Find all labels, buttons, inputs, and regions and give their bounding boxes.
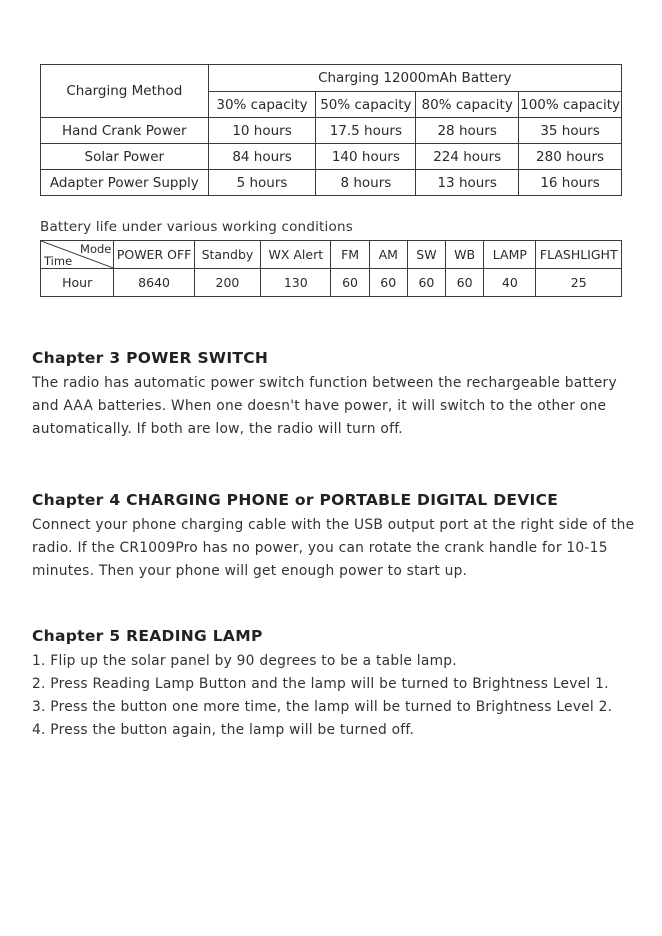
- battery-life-table: [40, 240, 622, 297]
- hour-cell: 60: [407, 269, 445, 297]
- body-line: 4. Press the button again, the lamp will be turned off.: [32, 722, 415, 738]
- method-cell: Hand Crank Power: [41, 118, 209, 144]
- hours-cell: 28 hours: [416, 118, 519, 144]
- mode-time-corner-cell: [41, 241, 114, 269]
- capacity-header: 30% capacity: [208, 92, 316, 118]
- table-row: [41, 118, 622, 144]
- body-line: and AAA batteries. When one doesn't have power, it will switch to the other one: [32, 398, 607, 414]
- hours-cell: 35 hours: [519, 118, 622, 144]
- charging-method-table: [40, 64, 622, 196]
- body-line: 1. Flip up the solar panel by 90 degrees to be a table lamp.: [32, 653, 457, 669]
- charging-method-header: Charging Method: [41, 65, 209, 118]
- mode-header: Standby: [194, 241, 260, 269]
- body-line: 3. Press the button one more time, the lamp will be turned to Brightness Level 2.: [32, 699, 613, 715]
- hours-cell: 224 hours: [416, 144, 519, 170]
- hour-cell: 200: [194, 269, 260, 297]
- mode-header: WB: [446, 241, 484, 269]
- chapter-body: [32, 650, 632, 742]
- chapter-5-section: [32, 626, 632, 742]
- hours-cell: 8 hours: [316, 170, 416, 196]
- mode-header: FLASHLIGHT: [536, 241, 622, 269]
- capacity-header: 50% capacity: [316, 92, 416, 118]
- mode-header: LAMP: [484, 241, 536, 269]
- hour-row-label: Hour: [41, 269, 114, 297]
- table-row: [41, 269, 622, 297]
- hours-cell: 17.5 hours: [316, 118, 416, 144]
- hour-cell: 8640: [114, 269, 194, 297]
- chapter-title: Chapter 5 READING LAMP: [32, 627, 263, 645]
- hours-cell: 140 hours: [316, 144, 416, 170]
- chapter-body: [32, 372, 632, 441]
- body-line: automatically. If both are low, the radio will turn off.: [32, 421, 403, 437]
- chapter-4-section: [32, 490, 635, 583]
- capacity-header: 80% capacity: [416, 92, 519, 118]
- hour-cell: 60: [331, 269, 369, 297]
- chapter-body: [32, 514, 635, 583]
- hour-cell: 40: [484, 269, 536, 297]
- body-line: minutes. Then your phone will get enough power to start up.: [32, 563, 468, 579]
- hour-cell: 60: [369, 269, 407, 297]
- mode-header-row: [41, 241, 622, 269]
- mode-header: WX Alert: [261, 241, 331, 269]
- hour-cell: 130: [261, 269, 331, 297]
- chapter-title: Chapter 4 CHARGING PHONE or PORTABLE DIGITAL DEVICE: [32, 491, 559, 509]
- hour-cell: 60: [446, 269, 484, 297]
- method-cell: Adapter Power Supply: [41, 170, 209, 196]
- method-cell: Solar Power: [41, 144, 209, 170]
- hours-cell: 5 hours: [208, 170, 316, 196]
- mode-header: AM: [369, 241, 407, 269]
- mode-header: SW: [407, 241, 445, 269]
- capacity-header: 100% capacity: [519, 92, 622, 118]
- hours-cell: 84 hours: [208, 144, 316, 170]
- body-line: Connect your phone charging cable with the USB output port at the right side of the: [32, 517, 635, 533]
- battery-header: Charging 12000mAh Battery: [208, 65, 621, 92]
- mode-label: Mode: [80, 242, 112, 256]
- hour-cell: 25: [536, 269, 622, 297]
- time-label: Time: [44, 254, 73, 268]
- table-row: [41, 170, 622, 196]
- hours-cell: 16 hours: [519, 170, 622, 196]
- mode-header: FM: [331, 241, 369, 269]
- mode-header: POWER OFF: [114, 241, 194, 269]
- hours-cell: 13 hours: [416, 170, 519, 196]
- chapter-title: Chapter 3 POWER SWITCH: [32, 349, 269, 367]
- hours-cell: 10 hours: [208, 118, 316, 144]
- table-row: [41, 144, 622, 170]
- chapter-3-section: [32, 348, 632, 441]
- body-line: radio. If the CR1009Pro has no power, you can rotate the crank handle for 10-15: [32, 540, 608, 556]
- body-line: The radio has automatic power switch function between the rechargeable battery: [32, 375, 617, 391]
- table-header-row: [41, 65, 622, 92]
- body-line: 2. Press Reading Lamp Button and the lamp will be turned to Brightness Level 1.: [32, 676, 609, 692]
- hours-cell: 280 hours: [519, 144, 622, 170]
- battery-life-title: Battery life under various working conditions: [40, 219, 353, 235]
